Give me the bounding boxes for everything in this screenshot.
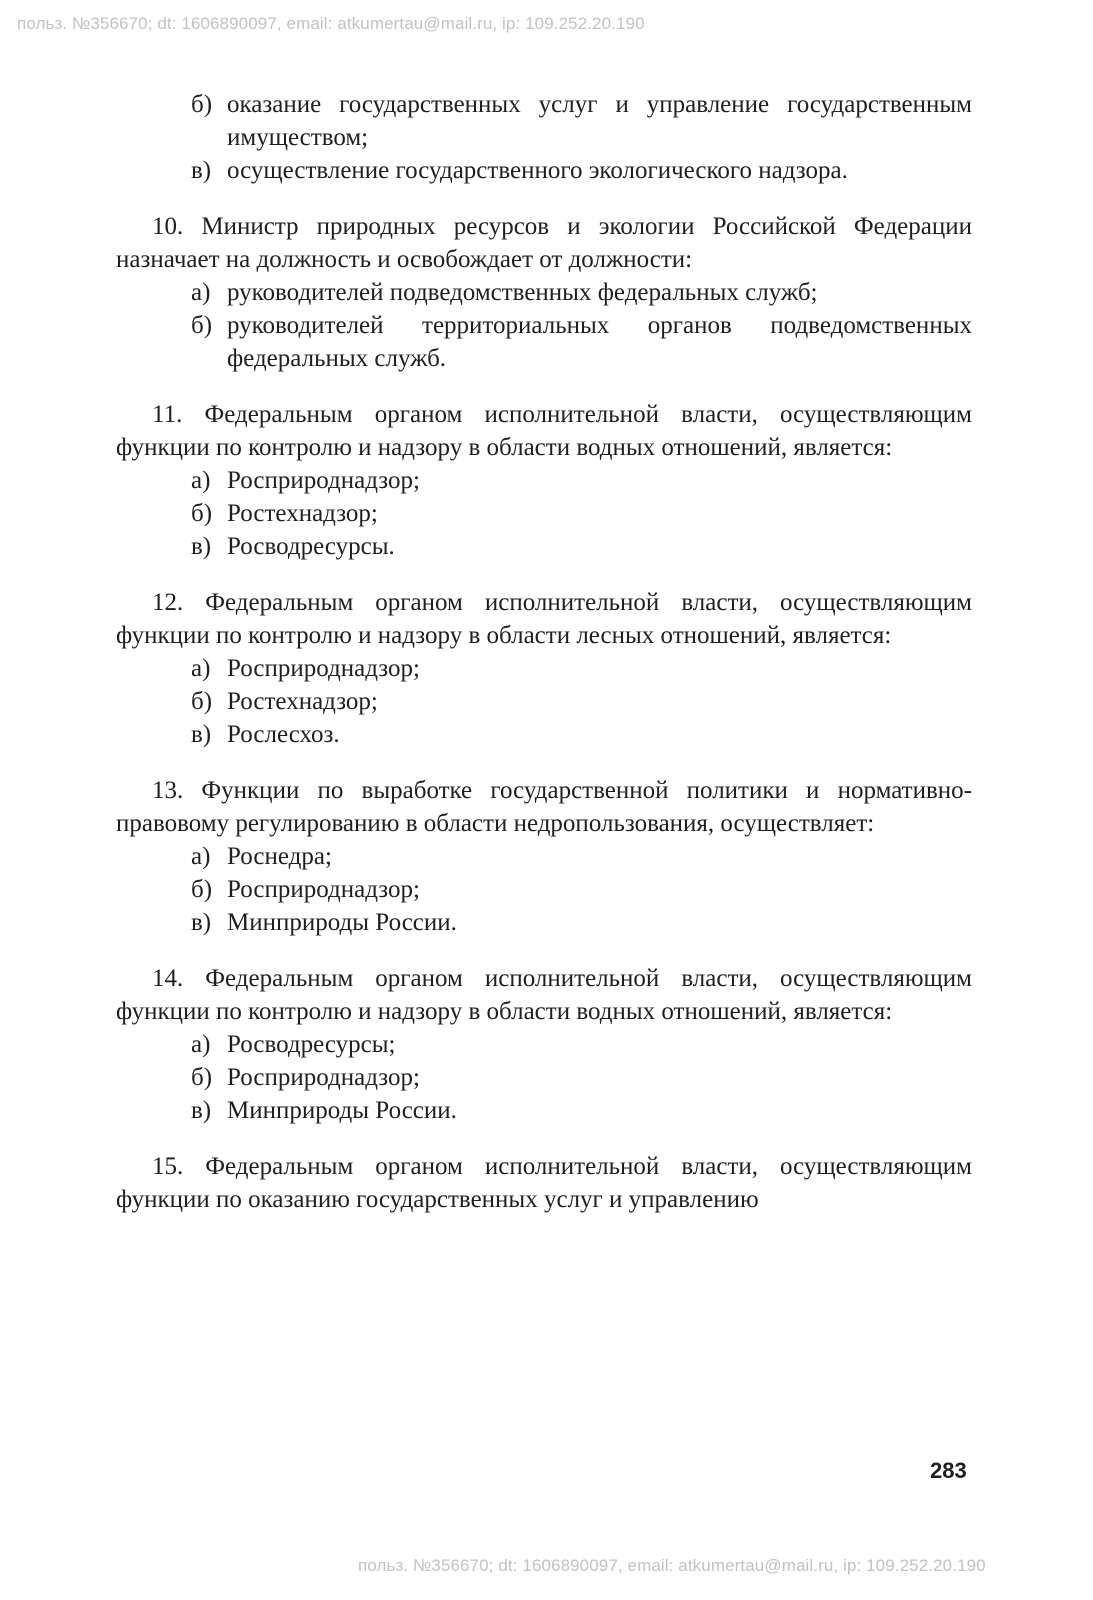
option-b [116,88,972,154]
option-text: Минприроды России. [227,1097,457,1124]
question-text: 11. Федеральным органом исполнительной власти, осуществляющим функции по контролю и надзору в области водных отношений, является: [116,401,972,461]
option-text: Ростехнадзор; [227,688,378,715]
question-15 [116,1150,972,1216]
spacer [116,187,972,210]
question-text: 10. Министр природных ресурсов и экологии Российской Федерации назначает на должность и освобождает от должности: [116,213,972,273]
option-label: б) [191,876,213,903]
question-text: 12. Федеральным органом исполнительной власти, осуществляющим функции по контролю и надзору в области лесных отношений, является: [116,589,972,649]
option-label: б) [191,91,213,118]
option-a [116,276,972,309]
question-11 [116,398,972,563]
option-v [116,906,972,939]
continued-options [116,88,972,187]
options-list [116,464,972,563]
option-label: в) [191,1097,212,1124]
watermark-top: польз. №356670; dt: 1606890097, email: atkumertau@mail.ru, ip: 109.252.20.190 [17,14,645,33]
option-b [116,1061,972,1094]
option-label: б) [191,500,213,527]
question-text: 13. Функции по выработке государственной политики и нормативно-правовому регулированию в области недропользования, осуществляет: [116,777,972,837]
option-label: б) [191,1064,213,1091]
option-a [116,1028,972,1061]
option-label: а) [191,467,211,494]
option-b [116,497,972,530]
option-v [116,154,972,187]
option-b [116,309,972,375]
options-list [116,652,972,751]
question-10 [116,210,972,375]
option-label: а) [191,279,211,306]
option-label: а) [191,843,211,870]
option-text: Росприроднадзор; [227,467,420,494]
options-list [116,840,972,939]
options-list [116,1028,972,1127]
option-text: Росприроднадзор; [227,876,420,903]
option-label: в) [191,533,212,560]
spacer [116,1127,972,1150]
option-label: в) [191,909,212,936]
option-text: Ростехнадзор; [227,500,378,527]
option-text: Роснедра; [227,843,332,870]
spacer [116,939,972,962]
question-13 [116,774,972,939]
option-text: Росводресурсы; [227,1031,396,1058]
option-text: Росводресурсы. [227,533,395,560]
option-v [116,1094,972,1127]
option-label: а) [191,1031,211,1058]
option-label: б) [191,688,213,715]
question-text: 14. Федеральным органом исполнительной власти, осуществляющим функции по контролю и надзору в области водных отношений, является: [116,965,972,1025]
page-body [116,88,972,1216]
option-a [116,840,972,873]
option-text: Росприроднадзор; [227,655,420,682]
option-a [116,652,972,685]
option-a [116,464,972,497]
option-text: руководителей территориальных органов подведомственных федеральных служб. [227,312,972,372]
option-v [116,530,972,563]
question-14 [116,962,972,1127]
option-label: а) [191,655,211,682]
page-number: 283 [930,1458,967,1483]
option-text: осуществление государственного экологического надзора. [227,157,848,184]
question-12 [116,586,972,751]
option-text: оказание государственных услуг и управление государственным имуществом; [227,91,972,151]
option-label: б) [191,312,213,339]
option-label: в) [191,157,212,184]
question-text: 15. Федеральным органом исполнительной власти, осуществляющим функции по оказанию государственных услуг и управлению [116,1153,972,1213]
option-text: Минприроды России. [227,909,457,936]
option-text: Рослесхоз. [227,721,340,748]
option-label: в) [191,721,212,748]
option-b [116,873,972,906]
watermark-bottom: польз. №356670; dt: 1606890097, email: atkumertau@mail.ru, ip: 109.252.20.190 [358,1556,986,1575]
option-text: Росприроднадзор; [227,1064,420,1091]
option-v [116,718,972,751]
spacer [116,375,972,398]
spacer [116,563,972,586]
option-b [116,685,972,718]
option-text: руководителей подведомственных федеральных служб; [227,279,818,306]
spacer [116,751,972,774]
options-list [116,276,972,375]
